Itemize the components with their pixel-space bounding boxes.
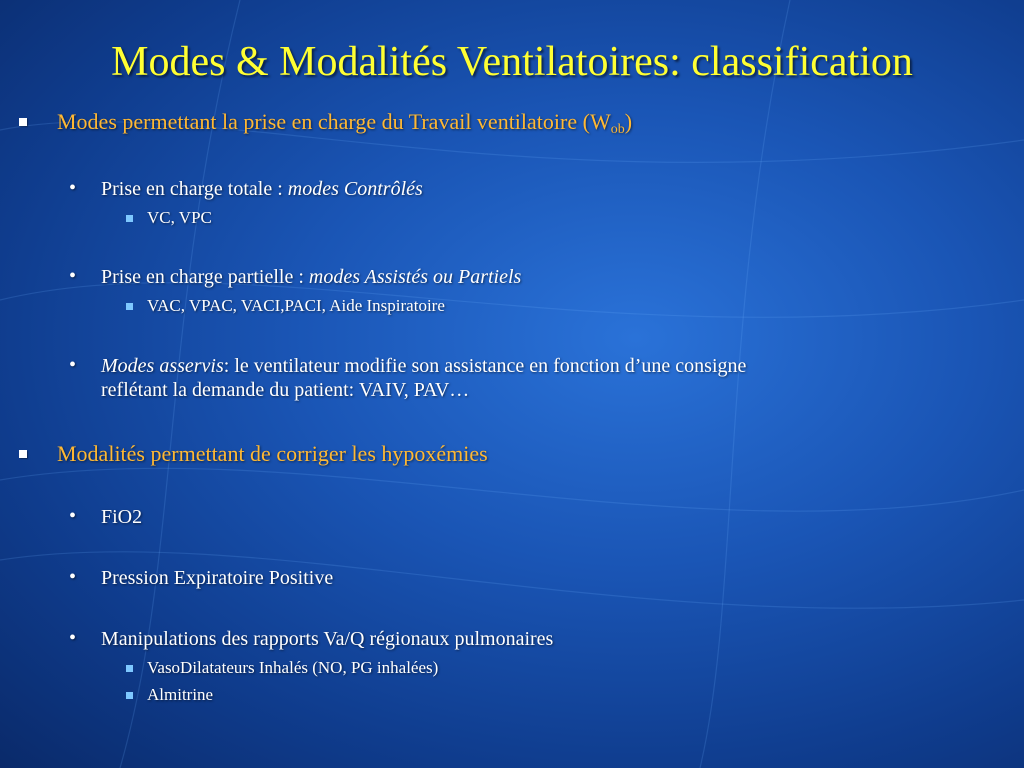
list-item-text: FiO2 (101, 506, 143, 528)
bullet-dot-icon: • (69, 177, 77, 199)
section-heading-suffix: ) (624, 109, 633, 134)
square-bullet-icon (19, 450, 27, 458)
list-item-modes-asservis-continuation (101, 378, 469, 402)
square-bullet-icon (19, 118, 27, 126)
list-item-italic: modes Assistés ou Partiels (308, 266, 522, 288)
small-square-bullet-icon (126, 303, 133, 310)
small-square-bullet-icon (126, 692, 133, 699)
bullet-dot-icon: • (69, 505, 77, 527)
bullet-dot-icon: • (69, 627, 77, 649)
sub-item-text: VasoDilatateurs Inhalés (NO, PG inhalées) (147, 658, 439, 677)
sub-item-text: VC, VPC (147, 208, 212, 227)
sub-item-vac (147, 296, 445, 316)
list-item-italic: modes Contrôlés (287, 178, 423, 200)
slide-title: Modes & Modalités Ventilatoires: classification (111, 39, 913, 85)
bullet-dot-icon: • (69, 354, 77, 376)
list-item-text: Prise en charge totale : (101, 178, 288, 200)
list-item-text: Prise en charge partielle : (101, 266, 309, 288)
list-item-text: Manipulations des rapports Va/Q régionaux pulmonaires (101, 628, 554, 650)
list-item-modes-asservis (69, 354, 747, 378)
list-item-prise-partielle (69, 265, 522, 289)
sub-item-vasodilatateurs (147, 658, 438, 678)
section-heading-text: Modalités permettant de corriger les hypoxémies (57, 441, 488, 466)
list-item-text: : le ventilateur modifie son assistance en fonction d’une consigne (223, 355, 747, 377)
bullet-dot-icon: • (69, 566, 77, 588)
list-item-prise-totale (69, 177, 423, 201)
sub-item-text: VAC, VPAC, VACI,PACI, Aide Inspiratoire (147, 296, 445, 315)
small-square-bullet-icon (126, 215, 133, 222)
sub-item-vc-vpc (147, 208, 212, 228)
subscript-ob: ob (610, 122, 625, 137)
list-item-italic: Modes asservis (101, 355, 224, 377)
sub-item-almitrine (147, 685, 213, 705)
section-heading-text: Modes permettant la prise en charge du Travail ventilatoire (W (57, 109, 611, 134)
section-heading-hypoxemia (57, 440, 488, 467)
list-item-va-q (69, 627, 554, 651)
section-heading-work-of-breathing (57, 108, 632, 143)
list-item-text: Pression Expiratoire Positive (101, 567, 334, 589)
bullet-dot-icon: • (69, 265, 77, 287)
sub-item-text: Almitrine (147, 685, 214, 704)
small-square-bullet-icon (126, 665, 133, 672)
list-item-pep (69, 566, 334, 590)
list-item-fio2 (69, 505, 143, 529)
list-item-text: reflétant la demande du patient: VAIV, PAV… (101, 379, 470, 401)
